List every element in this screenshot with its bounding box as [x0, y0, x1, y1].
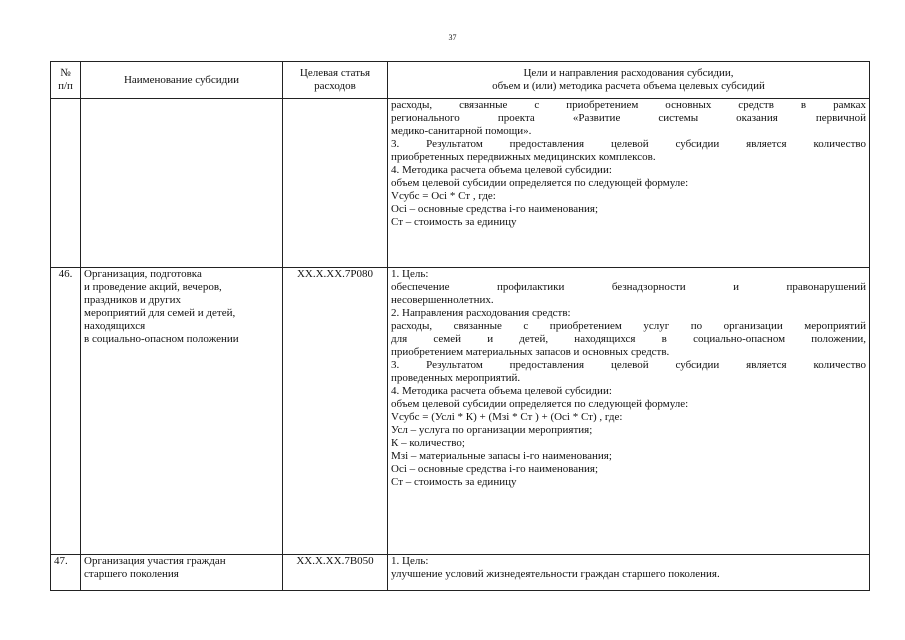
row-number: 46.	[58, 268, 73, 280]
description-line: расходы, связанные с приобретением услуг по организации мероприятий	[391, 320, 866, 332]
description-line: Ст – стоимость за единицу	[391, 476, 517, 488]
description-line: 1. Цель:	[391, 268, 429, 280]
row-number-cell	[51, 99, 81, 268]
header-desc-line: объем и (или) методика расчета объема целевых субсидий	[492, 80, 765, 92]
description-line: объем целевой субсидии определяется по следующей формуле:	[391, 398, 689, 410]
description-line: расходы, связанные с приобретением основных средств в рамках	[391, 99, 866, 111]
subsidy-name-line: Организация, подготовка	[84, 268, 202, 280]
header-num-line: №	[60, 67, 71, 79]
row-number-cell	[51, 268, 81, 555]
description-line: Ст – стоимость за единицу	[391, 216, 517, 228]
table-row	[51, 268, 870, 555]
table-row	[51, 99, 870, 268]
description-line: 1. Цель:	[391, 555, 429, 567]
target-code-cell	[283, 555, 388, 591]
target-code-cell	[283, 268, 388, 555]
description-line: 2. Направления расходования средств:	[391, 307, 571, 319]
table-header-row	[51, 62, 870, 99]
subsidy-table	[50, 61, 870, 591]
header-desc	[388, 62, 870, 99]
description-line: объем целевой субсидии определяется по следующей формуле:	[391, 177, 689, 189]
description-line: К – количество;	[391, 437, 465, 449]
subsidy-name-line: в социально-опасном положении	[84, 333, 239, 345]
description-cell	[388, 555, 870, 591]
subsidy-name-line: и проведение акций, вечеров,	[84, 281, 222, 293]
header-code	[283, 62, 388, 99]
subsidy-name-line: праздников и других	[84, 294, 182, 306]
row-number: 47.	[54, 555, 68, 567]
description-line: Vсубс = Осi * Ст , где:	[391, 190, 496, 202]
description-line: 3. Результатом предоставления целевой субсидии является количество	[391, 138, 866, 150]
header-num	[51, 62, 81, 99]
description-line: приобретенных передвижных медицинских комплексов.	[391, 151, 656, 163]
description-line: Осi – основные средства i-го наименования;	[391, 463, 599, 475]
description-line: 4. Методика расчета объема целевой субсидии:	[391, 164, 612, 176]
description-line: обеспечение профилактики безнадзорности и правонарушений	[391, 281, 866, 293]
target-code: XX.X.XX.7P080	[296, 268, 374, 280]
header-name	[81, 62, 283, 99]
row-number-cell	[51, 555, 81, 591]
description-line: улучшение условий жизнедеятельности граждан старшего поколения.	[391, 568, 720, 580]
description-line: Усл – услуга по организации мероприятия;	[391, 424, 593, 436]
description-line: 3. Результатом предоставления целевой субсидии является количество	[391, 359, 866, 371]
header-code-line: Целевая статья	[299, 67, 371, 79]
subsidy-name-line: Организация участия граждан	[84, 555, 226, 567]
header-name-text: Наименование субсидии	[123, 73, 240, 86]
description-cell	[388, 99, 870, 268]
target-code: XX.X.XX.7B050	[296, 555, 374, 567]
description-line: несовершеннолетних.	[391, 294, 494, 306]
description-line: приобретением материальных запасов и основных средств.	[391, 346, 670, 358]
description-line: 4. Методика расчета объема целевой субсидии:	[391, 385, 612, 397]
subsidy-name-line: находящихся	[84, 320, 146, 332]
table-row	[51, 555, 870, 591]
header-num-line: п/п	[58, 80, 73, 92]
page-number: 37	[448, 33, 457, 42]
description-line: для семей и детей, находящихся в социально-опасном положении,	[391, 333, 866, 345]
subsidy-name-cell	[81, 268, 283, 555]
subsidy-name-cell	[81, 555, 283, 591]
description-line: Vсубс = (Услi * К) + (Мзi * Ст ) + (Осi * Ст) , где:	[391, 411, 623, 423]
header-code-line: расходов	[314, 80, 356, 92]
description-line: Мзi – материальные запасы i-го наименования;	[391, 450, 612, 462]
description-line: проведенных мероприятий.	[391, 372, 521, 384]
target-code-cell	[283, 99, 388, 268]
description-cell	[388, 268, 870, 555]
subsidy-name-cell	[81, 99, 283, 268]
description-line: медико-санитарной помощи».	[391, 125, 532, 137]
description-line: Осi – основные средства i-го наименования;	[391, 203, 599, 215]
description-line: регионального проекта «Развитие системы оказания первичной	[391, 112, 866, 124]
subsidy-name-line: мероприятий для семей и детей,	[84, 307, 236, 319]
header-desc-line: Цели и направления расходования субсидии,	[523, 67, 734, 79]
subsidy-name-line: старшего поколения	[84, 568, 179, 580]
